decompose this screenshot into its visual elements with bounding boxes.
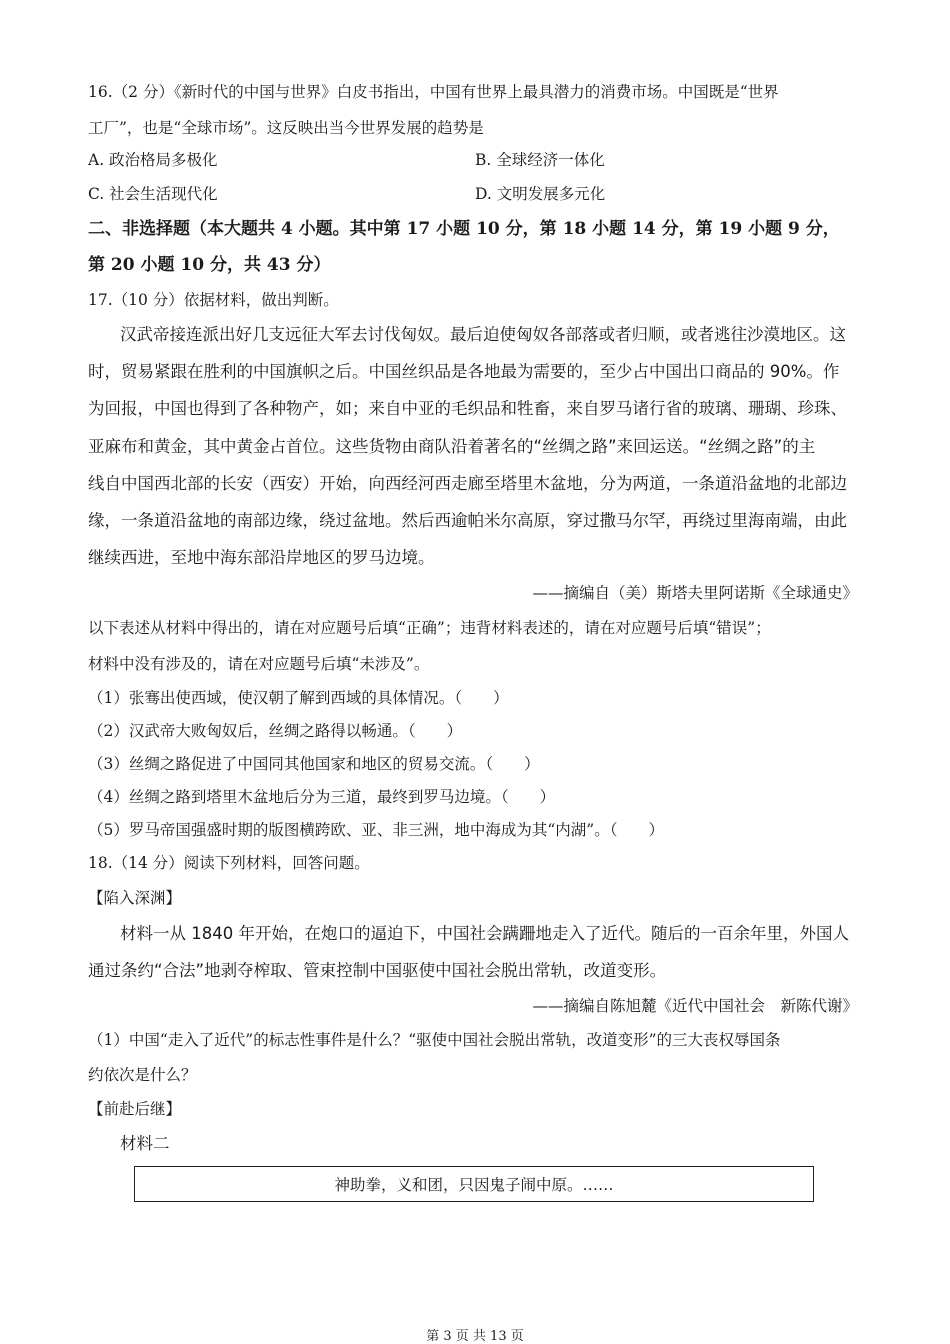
q18-material2-text: 神助拳，义和团，只因鬼子闹中原。…… — [334, 1176, 614, 1194]
q17-instruction-line1: 以下表述从材料中得出的，请在对应题号后填“正确”；违背材料表述的，请在对应题号后填“错误”； — [88, 619, 771, 637]
section2-heading-line1: 二、非选择题（本大题共 4 小题。其中第 17 小题 10 分，第 18 小题 14 分，第 19 小题 9 分， — [88, 219, 840, 239]
q17-judgment-item[interactable]: （4）丝绸之路到塔里木盆地后分为三道，最终到罗马边境。（ ） — [88, 788, 556, 806]
section2-heading-line2: 第 20 小题 10 分，共 43 分） — [88, 255, 331, 275]
q17-judgment-item[interactable]: （1）张骞出使西域，使汉朝了解到西域的具体情况。（ ） — [88, 689, 509, 707]
q18-question1-line2: 约依次是什么？ — [88, 1066, 197, 1084]
q16-option-d[interactable]: D. 文明发展多元化 — [475, 185, 606, 203]
q18-material1-line: 材料一从 1840 年开始，在炮口的逼迫下，中国社会蹒跚地走入了近代。随后的一百余年里，外国人 — [120, 924, 849, 943]
q17-material-line: 时，贸易紧跟在胜利的中国旗帜之后。中国丝织品是各地最为需要的，至少占中国出口商品的 90%。作 — [88, 362, 840, 381]
q17-material-line: 线自中国西北部的长安（西安）开始，向西经河西走廊至塔里木盆地，分为两道，一条道沿盆地的北部边 — [88, 474, 847, 493]
q16-option-b[interactable]: B. 全球经济一体化 — [475, 151, 605, 169]
q17-instruction-line2: 材料中没有涉及的，请在对应题号后填“未涉及”。 — [88, 655, 430, 673]
q17-material-line: 继续西进，至地中海东部沿岸地区的罗马边境。 — [88, 548, 435, 567]
q16-stem-line2: 工厂”，也是“全球市场”。这反映出当今世界发展的趋势是 — [88, 119, 484, 137]
q18-question1-line1: （1）中国“走入了近代”的标志性事件是什么？“驱使中国社会脱出常轨，改道变形”的三大丧权辱国条 — [88, 1031, 781, 1049]
q18-source1: ——摘编自陈旭麓《近代中国社会 新陈代谢》 — [532, 997, 858, 1015]
q18-stem: 18.（14 分）阅读下列材料，回答问题。 — [88, 854, 370, 872]
q16-option-c[interactable]: C. 社会生活现代化 — [88, 185, 218, 203]
page-footer: 第 3 页 共 13 页 — [426, 1329, 524, 1344]
q17-material-line: 为回报，中国也得到了各种物产，如；来自中亚的毛织品和牲畜，来自罗马诸行省的玻璃、珊瑚、珍珠、 — [88, 399, 847, 418]
q17-judgment-item[interactable]: （3）丝绸之路促进了中国同其他国家和地区的贸易交流。（ ） — [88, 755, 540, 773]
q17-stem: 17.（10 分）依据材料，做出判断。 — [88, 291, 339, 309]
q17-material-line: 缘，一条道沿盆地的南部边缘，绕过盆地。然后西逾帕米尔高原，穿过撒马尔罕，再绕过里海南端，由此 — [88, 511, 847, 530]
q17-judgment-item[interactable]: （2）汉武帝大败匈奴后，丝绸之路得以畅通。（ ） — [88, 722, 463, 740]
q17-material-line: 汉武帝接连派出好几支远征大军去讨伐匈奴。最后迫使匈奴各部落或者归顺，或者逃往沙漠地区。这 — [120, 325, 846, 344]
q17-judgment-item[interactable]: （5）罗马帝国强盛时期的版图横跨欧、亚、非三洲，地中海成为其“内湖”。（ ） — [88, 821, 664, 839]
q17-material-line: 亚麻布和黄金，其中黄金占首位。这些货物由商队沿着著名的“丝绸之路”来回运送。“丝绸之路”的主 — [88, 437, 816, 456]
q18-material2-label: 材料二 — [120, 1134, 170, 1153]
q16-stem-line1: 16.（2 分）《新时代的中国与世界》白皮书指出，中国有世界上最具潜力的消费市场。中国既是“世界 — [88, 83, 779, 101]
q18-material2-box — [134, 1166, 814, 1202]
q18-material1-line: 通过条约“合法”地剥夺榨取、管束控制中国驱使中国社会脱出常轨，改道变形。 — [88, 961, 667, 980]
q18-heading-xianru: 【陷入深渊】 — [88, 889, 182, 907]
q18-heading-qianfu: 【前赴后继】 — [88, 1100, 182, 1118]
q16-option-a[interactable]: A. 政治格局多极化 — [88, 151, 218, 169]
q17-source: ——摘编自（美）斯塔夫里阿诺斯《全球通史》 — [532, 584, 858, 602]
